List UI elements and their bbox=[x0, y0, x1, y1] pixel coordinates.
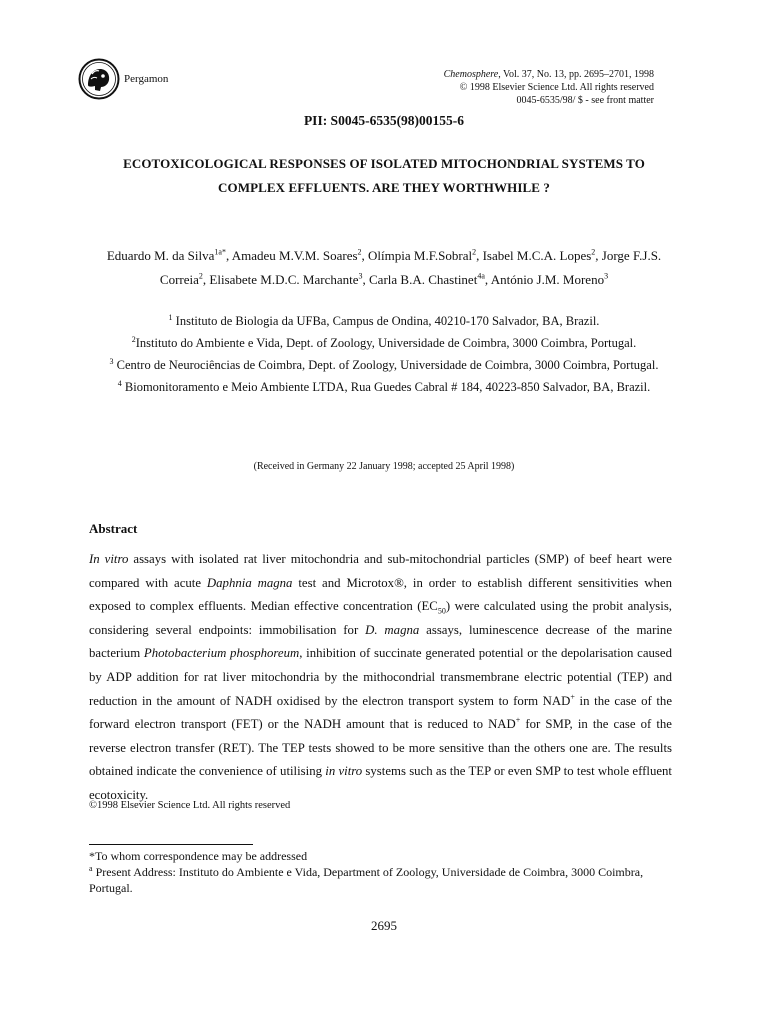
affiliation-number: 3 bbox=[109, 356, 114, 366]
affiliation-number: 1 bbox=[168, 312, 173, 322]
journal-info bbox=[354, 68, 654, 107]
author-name: Isabel M.C.A. Lopes bbox=[482, 248, 592, 263]
affiliation bbox=[92, 354, 676, 376]
author-superscript: 2 bbox=[357, 247, 362, 257]
author-superscript: 3 bbox=[604, 271, 609, 281]
publisher-name: Pergamon bbox=[124, 73, 169, 85]
footnote-divider bbox=[89, 844, 253, 845]
affiliation-text: Instituto de Biologia da UFBa, Campus de Ondina, 40210-170 Salvador, BA, Brazil. bbox=[175, 314, 600, 328]
author-superscript: 3 bbox=[358, 271, 363, 281]
affiliation bbox=[92, 376, 676, 398]
author-name: Amadeu M.V.M. Soares bbox=[231, 248, 358, 263]
journal-copyright: © 1998 Elsevier Science Ltd. All rights reserved bbox=[459, 82, 654, 93]
journal-issn: 0045-6535/98/ $ - see front matter bbox=[516, 95, 654, 106]
affiliation-text: Instituto do Ambiente e Vida, Dept. of Zoology, Universidade de Coimbra, 3000 Coimbra, Portugal. bbox=[135, 336, 637, 350]
abstract-copyright: ©1998 Elsevier Science Ltd. All rights reserved bbox=[89, 800, 291, 811]
author-name: Carla B.A. Chastinet bbox=[369, 272, 478, 287]
abstract-body bbox=[89, 548, 672, 808]
abstract-text: test and Microtox®, in order to establish different sensitivities when exposed to complex effluents. Median effective concentration (EC bbox=[89, 575, 673, 614]
abstract-text: assays, luminescence decrease of the marine bacterium bbox=[89, 622, 672, 661]
author-superscript: 2 bbox=[198, 271, 203, 281]
abstract-text: , inhibition of succinate generated potential or the depolarisation caused by ADP addition for rat liver mitochondria by the mithocondrial transmembrane electric potential (TEP) and reduction in the amount of NADH oxidised by the electron transport system to form NAD bbox=[89, 646, 672, 708]
title-line: ECOTOXICOLOGICAL RESPONSES OF ISOLATED MITOCHONDRIAL SYSTEMS TO bbox=[123, 156, 645, 171]
abstract-text: systems such as the TEP or even SMP to test whole effluent ecotoxicity. bbox=[89, 764, 672, 802]
footnote-text: Present Address: Instituto do Ambiente e Vida, Department of Zoology, Universidade de Coimbra, 3000 Coimbra, Portugal. bbox=[89, 865, 644, 895]
abstract-superscript: + bbox=[515, 715, 521, 725]
footnote-mark: a bbox=[89, 864, 93, 873]
affiliation bbox=[92, 332, 676, 354]
pergamon-logo-icon bbox=[78, 58, 120, 100]
abstract-italic: Daphnia magna bbox=[206, 575, 293, 590]
abstract-text: assays with isolated rat liver mitochondria and sub-mitochondrial particles (SMP) of beef heart were compared with acute bbox=[89, 552, 672, 590]
abstract-superscript: + bbox=[570, 692, 575, 702]
paper-title bbox=[100, 152, 668, 200]
abstract-italic: Photobacterium phosphoreum bbox=[143, 646, 300, 661]
footnotes bbox=[89, 848, 679, 896]
author-name: Olímpia M.F.Sobral bbox=[368, 248, 473, 263]
author-list: Eduardo M. da Silva$^{1a*}$, Amadeu M.V.M. Soares$^2$, Olímpia M.F.Sobral$^2$, Isabel M.C.A. Lopes$^2$, Jorge F.J.S. Correia$^2$, Elisabete M.D.C. Marchante$^3$, Carla B.A. Chastinet$^{4a}$, António J.M. Moreno$^3$ bbox=[106, 247, 662, 287]
abstract-italic: in vitro bbox=[325, 764, 363, 779]
footnote-correspondence: *To whom correspondence may be addressed bbox=[89, 849, 308, 863]
abstract-subscript: 50 bbox=[437, 606, 446, 616]
author-superscript: 4a bbox=[477, 271, 485, 281]
author-name: Elisabete M.D.C. Marchante bbox=[209, 272, 359, 287]
abstract-text: for SMP, in the case of the reverse electron transfer (RET). The TEP tests showed to be more sensitive than the others one are. The results obtained indicate the convenience of utilising bbox=[89, 717, 672, 779]
received-dates: (Received in Germany 22 January 1998; accepted 25 April 1998) bbox=[253, 461, 515, 472]
affiliation-text: Centro de Neurociências de Coimbra, Dept. of Zoology, Universidade de Coimbra, 3000 Coimbra, Portugal. bbox=[116, 358, 659, 372]
journal-name: Chemosphere bbox=[443, 69, 499, 80]
abstract-heading: Abstract bbox=[89, 521, 138, 536]
author-superscript: 2 bbox=[472, 247, 477, 257]
affiliation-number: 2 bbox=[131, 334, 136, 344]
abstract-italic: D. magna bbox=[365, 622, 420, 637]
author-superscript: 2 bbox=[591, 247, 596, 257]
abstract-text: in the case of the forward electron transport (FET) or the NADH amount that is reduced to NAD bbox=[89, 693, 672, 732]
affiliation bbox=[92, 310, 676, 332]
journal-citation bbox=[354, 68, 654, 81]
author-superscript: 1a* bbox=[214, 247, 226, 257]
footnote-present-address bbox=[89, 864, 679, 896]
abstract-italic: In vitro bbox=[89, 552, 129, 566]
affiliation-list bbox=[92, 310, 676, 398]
author-name: Eduardo M. da Silva bbox=[106, 248, 215, 263]
abstract-text: ) were calculated using the probit analysis, considering several endpoints: immobilisation for bbox=[89, 599, 672, 637]
journal-volume: , Vol. 37, No. 13, pp. 2695–2701, 1998 bbox=[498, 69, 654, 80]
page-number: 2695 bbox=[371, 918, 397, 933]
author-name: Jorge F.J.S. Correia bbox=[159, 248, 662, 287]
pii-identifier: PII: S0045-6535(98)00155-6 bbox=[303, 113, 465, 128]
affiliation-number: 4 bbox=[117, 378, 122, 388]
title-line: COMPLEX EFFLUENTS. ARE THEY WORTHWHILE ? bbox=[218, 180, 550, 195]
author-name: António J.M. Moreno bbox=[490, 272, 605, 287]
affiliation-text: Biomonitoramento e Meio Ambiente LTDA, Rua Guedes Cabral # 184, 40223-850 Salvador, BA, Brazil. bbox=[124, 380, 651, 394]
